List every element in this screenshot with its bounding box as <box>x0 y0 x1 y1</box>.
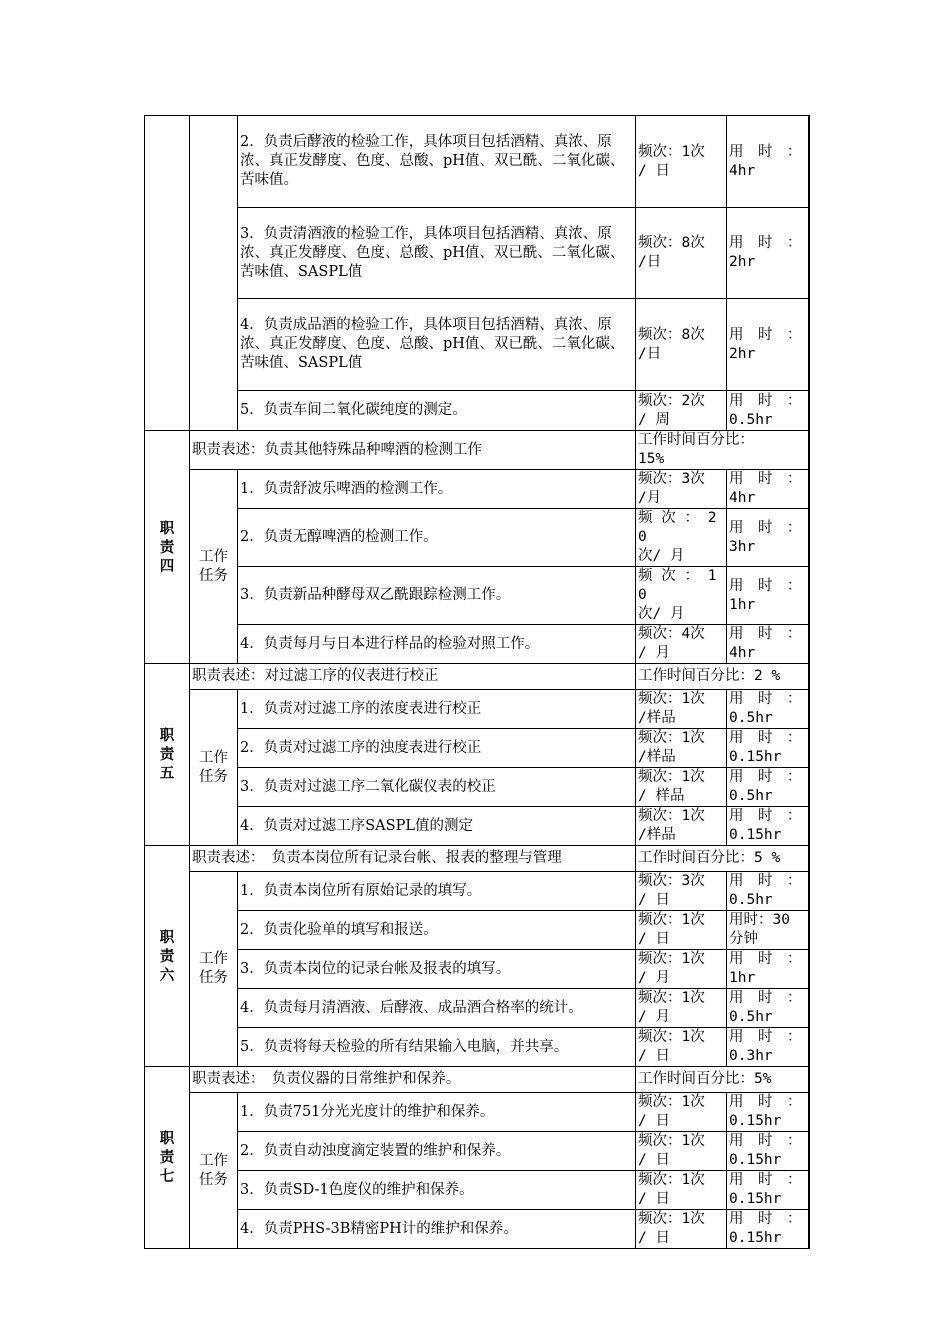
duty-description: 职责表述：负责其他特殊品种啤酒的检测工作 <box>190 431 636 470</box>
frequency-cell-line: 频次：1次 <box>638 730 705 746</box>
task-text: 3．负责新品种酵母双乙酰跟踪检测工作。 <box>238 567 636 625</box>
frequency-cell-line: / 月 <box>638 1009 670 1025</box>
frequency-cell <box>636 950 727 989</box>
time-cell-line: 用 时 ： <box>729 1133 802 1149</box>
task-header <box>190 872 238 1067</box>
task-text: 1．负责舒波乐啤酒的检测工作。 <box>238 470 636 509</box>
table-row <box>145 470 809 509</box>
time-cell <box>727 1028 809 1067</box>
frequency-cell <box>636 911 727 950</box>
duty-label-text: 职责七 <box>159 1130 175 1185</box>
frequency-cell-line: 频次：3次 <box>638 873 705 889</box>
task-text: 3．负责清酒液的检验工作，具体项目包括酒精、真浓、原浓、真正发酵度、色度、总酸、pH值、双已酰、二氧化碳、苦味值、SASPL值 <box>238 208 636 299</box>
table-row <box>145 950 809 989</box>
time-cell <box>727 872 809 911</box>
duty-description-row <box>145 1067 809 1093</box>
frequency-cell-line: / 日 <box>638 931 670 947</box>
time-cell-line: 用时：30 <box>729 912 790 928</box>
time-cell-line: 用 时 ： <box>729 392 802 409</box>
frequency-cell <box>636 1093 727 1132</box>
task-text: 2．负责化验单的填写和报送。 <box>238 911 636 950</box>
table-row <box>145 299 809 391</box>
frequency-cell-line: / 日 <box>638 1230 670 1246</box>
table-row <box>145 768 809 807</box>
time-cell-line: 用 时 ： <box>729 1029 802 1045</box>
frequency-cell <box>636 391 727 431</box>
frequency-cell-line: / 样品 <box>638 788 685 804</box>
table-row <box>145 872 809 911</box>
table-row <box>145 1132 809 1171</box>
frequency-cell-line: 频次：1次 <box>638 1172 705 1188</box>
frequency-cell-line: /样品 <box>638 710 676 726</box>
work-time-percent <box>636 431 809 470</box>
time-cell-line: 用 时 ： <box>729 769 802 785</box>
frequency-cell-line: 频次：1次 <box>638 1211 705 1227</box>
time-cell-line: 用 时 ： <box>729 626 802 642</box>
time-cell-line: 用 时 ： <box>729 990 802 1006</box>
frequency-cell <box>636 1210 727 1249</box>
time-cell-line: 用 时 ： <box>729 951 802 967</box>
duty-label-text: 职责四 <box>159 519 175 575</box>
duty-table <box>144 115 810 1249</box>
duty-description: 职责表述： 负责仪器的日常维护和保养。 <box>190 1067 636 1093</box>
frequency-cell <box>636 729 727 768</box>
task-text: 5．负责车间二氧化碳纯度的测定。 <box>238 391 636 431</box>
frequency-cell-line: / 月 <box>638 970 670 986</box>
frequency-cell-line: /样品 <box>638 749 676 765</box>
task-text: 3．负责SD-1色度仪的维护和保养。 <box>238 1171 636 1210</box>
time-cell-line: 用 时 ： <box>729 730 802 746</box>
frequency-cell-line: 频次：1次 <box>638 990 705 1006</box>
table-row <box>145 509 809 567</box>
frequency-cell-line: 频次：1次 <box>638 769 705 785</box>
table-row <box>145 1171 809 1210</box>
frequency-cell-line: /日 <box>638 254 662 270</box>
duty-label-text: 职责六 <box>159 928 175 984</box>
duty-label <box>145 846 190 1067</box>
time-cell-line: 0.5hr <box>729 710 773 726</box>
time-cell <box>727 950 809 989</box>
time-cell-line: 用 时 ： <box>729 519 802 536</box>
time-cell-line: 0.5hr <box>729 411 773 428</box>
time-cell <box>727 729 809 768</box>
table-row <box>145 729 809 768</box>
task-text: 4．负责成品酒的检验工作，具体项目包括酒精、真浓、原浓、真正发酵度、色度、总酸、pH值、双已酰、二氧化碳、苦味值、SASPL值 <box>238 299 636 391</box>
time-cell-line: 0.15hr <box>729 827 782 843</box>
work-time-percent-line: 15% <box>638 451 665 467</box>
time-cell-line: 0.5hr <box>729 1009 773 1025</box>
frequency-cell-line: 频次：8次 <box>638 326 705 343</box>
table-row <box>145 116 809 208</box>
time-cell-line: 0.15hr <box>729 1113 782 1129</box>
frequency-cell-line: 次/ 月 <box>638 606 685 622</box>
table-row <box>145 391 809 431</box>
frequency-cell <box>636 690 727 729</box>
time-cell <box>727 470 809 509</box>
time-cell <box>727 690 809 729</box>
table-row <box>145 911 809 950</box>
task-text: 2．负责对过滤工序的浊度表进行校正 <box>238 729 636 768</box>
frequency-cell-line: 频次：1次 <box>638 912 705 928</box>
time-cell-line: 用 时 ： <box>729 1172 802 1188</box>
frequency-cell-line: 频次：1次 <box>638 808 705 824</box>
frequency-cell-line: / 月 <box>638 645 670 661</box>
frequency-cell-line: 频次：1次 <box>638 691 705 707</box>
duty-label <box>145 1067 190 1249</box>
time-cell <box>727 299 809 391</box>
task-header-text: 工作任务 <box>199 749 228 785</box>
time-cell <box>727 116 809 208</box>
frequency-cell-line: 频次：1次 <box>638 1029 705 1045</box>
table-row <box>145 208 809 299</box>
frequency-cell-line: /日 <box>638 345 662 362</box>
time-cell <box>727 911 809 950</box>
frequency-cell <box>636 299 727 391</box>
frequency-cell <box>636 872 727 911</box>
task-header <box>190 1093 238 1249</box>
task-header <box>190 690 238 846</box>
task-text: 1．负责对过滤工序的浓度表进行校正 <box>238 690 636 729</box>
table-row <box>145 989 809 1028</box>
time-cell <box>727 391 809 431</box>
frequency-cell-line: 频次：1次 <box>638 143 705 160</box>
frequency-cell-line: 频次：2次 <box>638 392 705 409</box>
work-time-percent <box>636 664 809 690</box>
time-cell-line: 1hr <box>729 596 756 613</box>
work-time-percent-line: 工作时间百分比：5 % <box>638 850 781 866</box>
task-text: 4．负责PHS-3B精密PH计的维护和保养。 <box>238 1210 636 1249</box>
time-cell-line: 用 时 ： <box>729 471 802 487</box>
work-time-percent <box>636 1067 809 1093</box>
duty-description-row <box>145 664 809 690</box>
task-text: 1．负责751分光光度计的维护和保养。 <box>238 1093 636 1132</box>
time-cell <box>727 509 809 567</box>
frequency-cell-line: /月 <box>638 490 662 506</box>
frequency-cell-line: 频次：1次 <box>638 951 705 967</box>
duty-label-text: 职责五 <box>159 727 175 782</box>
table-row <box>145 1028 809 1067</box>
task-text: 2．负责后酵液的检验工作，具体项目包括酒精、真浓、原浓、真正发酵度、色度、总酸、pH值、双已酰、二氧化碳、苦味值。 <box>238 116 636 208</box>
task-text: 2．负责无醇啤酒的检测工作。 <box>238 509 636 567</box>
duty-label <box>145 664 190 846</box>
time-cell-line: 用 时 ： <box>729 577 802 594</box>
table-row <box>145 1093 809 1132</box>
frequency-cell-line: / 日 <box>638 1191 670 1207</box>
time-cell-line: 4hr <box>729 162 756 179</box>
time-cell-line: 2hr <box>729 254 756 270</box>
time-cell <box>727 1171 809 1210</box>
time-cell-line: 用 时 ： <box>729 1094 802 1110</box>
frequency-cell <box>636 1028 727 1067</box>
time-cell-line: 用 时 ： <box>729 808 802 824</box>
time-cell-line: 0.5hr <box>729 892 773 908</box>
frequency-cell-line: / 日 <box>638 1113 670 1129</box>
task-text: 3．负责对过滤工序二氧化碳仪表的校正 <box>238 768 636 807</box>
duty-description-row <box>145 431 809 470</box>
time-cell-line: 0.15hr <box>729 1191 782 1207</box>
frequency-cell <box>636 567 727 625</box>
table-row <box>145 690 809 729</box>
duty-description: 职责表述：对过滤工序的仪表进行校正 <box>190 664 636 690</box>
frequency-cell <box>636 768 727 807</box>
frequency-cell-line: 频 次 ： 20 <box>638 510 717 545</box>
time-cell-line: 3hr <box>729 538 756 555</box>
time-cell-line: 分钟 <box>729 931 758 947</box>
time-cell-line: 0.5hr <box>729 788 773 804</box>
time-cell <box>727 625 809 664</box>
task-header-text: 工作任务 <box>199 951 228 986</box>
frequency-cell <box>636 470 727 509</box>
time-cell-line: 4hr <box>729 490 756 506</box>
frequency-cell <box>636 989 727 1028</box>
task-header-text: 工作任务 <box>199 1152 228 1188</box>
work-time-percent <box>636 846 809 872</box>
duty-description-row <box>145 846 809 872</box>
time-cell-line: 用 时 ： <box>729 691 802 707</box>
frequency-cell-line: 频次：4次 <box>638 626 705 642</box>
task-text: 2．负责自动浊度滴定装置的维护和保养。 <box>238 1132 636 1171</box>
time-cell-line: 用 时 ： <box>729 235 802 251</box>
time-cell <box>727 567 809 625</box>
duty-label-cell <box>145 116 190 431</box>
time-cell <box>727 807 809 846</box>
time-cell-line: 用 时 ： <box>729 1211 802 1227</box>
task-header <box>190 470 238 664</box>
task-text: 5．负责将每天检验的所有结果输入电脑，并共享。 <box>238 1028 636 1067</box>
time-cell-line: 0.15hr <box>729 1230 782 1246</box>
time-cell-line: 1hr <box>729 970 756 986</box>
frequency-cell-line: 频次：3次 <box>638 471 705 487</box>
time-cell-line: 4hr <box>729 645 756 661</box>
duty-description: 职责表述： 负责本岗位所有记录台帐、报表的整理与管理 <box>190 846 636 872</box>
frequency-cell <box>636 625 727 664</box>
time-cell <box>727 768 809 807</box>
frequency-cell-line: / 日 <box>638 162 670 179</box>
task-header-text: 工作任务 <box>199 548 228 584</box>
frequency-cell-line: 次/ 月 <box>638 548 685 564</box>
task-text: 4．负责每月清酒液、后酵液、成品酒合格率的统计。 <box>238 989 636 1028</box>
frequency-cell <box>636 208 727 299</box>
time-cell-line: 用 时 ： <box>729 143 802 160</box>
frequency-cell <box>636 807 727 846</box>
time-cell <box>727 1132 809 1171</box>
frequency-cell-line: / 日 <box>638 1152 670 1168</box>
frequency-cell-line: / 日 <box>638 1048 670 1064</box>
time-cell-line: 0.15hr <box>729 1152 782 1168</box>
time-cell <box>727 1210 809 1249</box>
task-header-cell <box>190 116 238 431</box>
time-cell <box>727 989 809 1028</box>
time-cell-line: 0.15hr <box>729 749 782 765</box>
frequency-cell-line: 频次：1次 <box>638 1094 705 1110</box>
work-time-percent-line: 工作时间百分比：5% <box>638 1071 772 1087</box>
frequency-cell-line: 频 次 ： 10 <box>638 568 717 603</box>
frequency-cell <box>636 1132 727 1171</box>
time-cell-line: 用 时 ： <box>729 873 802 889</box>
frequency-cell-line: /样品 <box>638 827 676 843</box>
time-cell-line: 2hr <box>729 345 756 362</box>
time-cell <box>727 208 809 299</box>
table-row <box>145 807 809 846</box>
frequency-cell-line: 频次：1次 <box>638 1133 705 1149</box>
time-cell-line: 用 时 ： <box>729 326 802 343</box>
task-text: 4．负责每月与日本进行样品的检验对照工作。 <box>238 625 636 664</box>
table-row <box>145 625 809 664</box>
frequency-cell <box>636 509 727 567</box>
frequency-cell <box>636 116 727 208</box>
frequency-cell <box>636 1171 727 1210</box>
duty-label <box>145 431 190 664</box>
frequency-cell-line: / 周 <box>638 411 670 428</box>
work-time-percent-line: 工作时间百分比：2 % <box>638 668 781 684</box>
table-row <box>145 567 809 625</box>
work-time-percent-line: 工作时间百分比： <box>638 432 754 448</box>
time-cell <box>727 1093 809 1132</box>
table-row <box>145 1210 809 1249</box>
task-text: 1．负责本岗位所有原始记录的填写。 <box>238 872 636 911</box>
time-cell-line: 0.3hr <box>729 1048 773 1064</box>
task-text: 3．负责本岗位的记录台帐及报表的填写。 <box>238 950 636 989</box>
frequency-cell-line: 频次：8次 <box>638 235 705 251</box>
frequency-cell-line: / 日 <box>638 892 670 908</box>
task-text: 4．负责对过滤工序SASPL值的测定 <box>238 807 636 846</box>
